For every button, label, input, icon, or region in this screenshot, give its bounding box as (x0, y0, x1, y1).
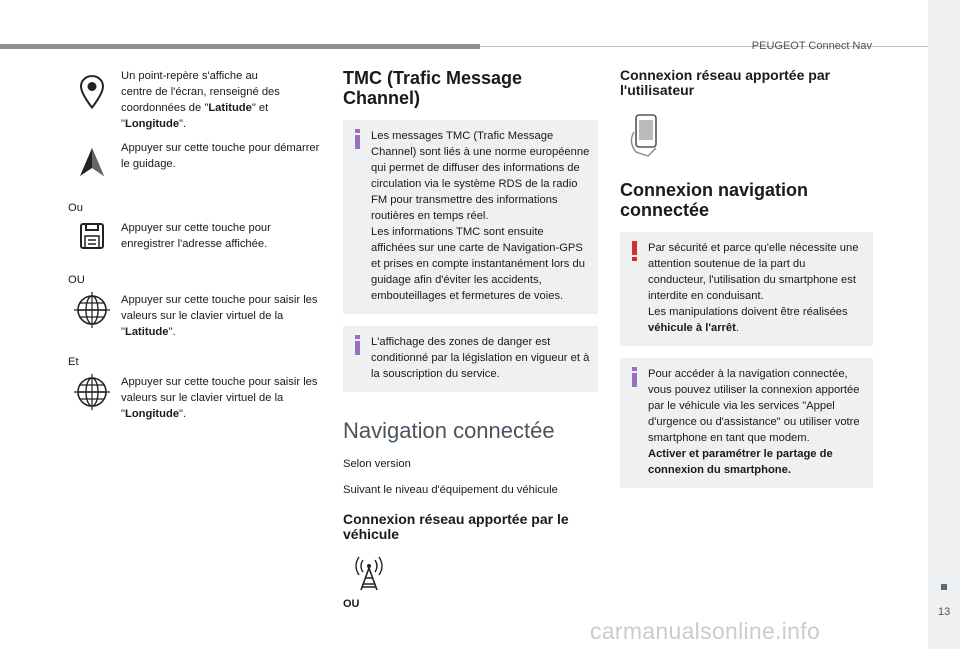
latitude-text: Appuyer sur cette touche pour saisir les valeurs sur le clavier virtuel de la "Latitude". (121, 294, 318, 338)
danger-info-box (343, 326, 598, 392)
nav-info-text: Pour accéder à la navigation connectée, vous pouvez utiliser la connexion apportée par le véhicule via les services "Appel d'urgence ou d'assistance" ou utiliser votre smartphone en tant que modem. (648, 368, 860, 444)
tmc-title: TMC (Trafic Message Channel) (343, 68, 523, 108)
row-guidance (68, 140, 323, 194)
save-text: Appuyer sur cette touche pour enregistrer l'adresse affichée. (121, 222, 271, 250)
header-bar (0, 44, 480, 49)
nav-connection-title: Connexion navigation connectée (620, 180, 809, 220)
map-pin-icon (72, 72, 112, 112)
row-longitude (68, 374, 323, 430)
longitude-text: Appuyer sur cette touche pour saisir les valeurs sur le clavier virtuel de la "Longitude". (121, 376, 318, 420)
map-pin-text: Un point-repère s'affiche au centre de l'écran, renseigné des coordonnées de "Latitude" et "Longitude". (121, 70, 280, 130)
separator-ou-caps: OU (68, 274, 85, 286)
separator-ou: Ou (68, 202, 83, 214)
vehicle-network-title: Connexion réseau apportée par le véhicule (343, 511, 569, 542)
info-icon (352, 129, 364, 149)
safety-warning-text: Par sécurité et parce qu'elle nécessite une attention soutenue de la part du conducteur, l'utilisation du smartphone est interdite en conduisant. (648, 242, 859, 302)
nav-connected-title: Navigation connectée (343, 418, 555, 443)
tmc-info-text: Les messages TMC (Trafic Message Channel) sont liés à une norme européenne qui permet de diffuser des informations de circulation via le système RDS de la radio FM pour transmettre des informations routières en temps réel. (371, 130, 590, 222)
separator-et: Et (68, 356, 79, 368)
header-brand: PEUGEOT Connect Nav (751, 40, 872, 52)
row-save (68, 220, 323, 266)
globe-icon (72, 372, 112, 412)
row-latitude (68, 292, 323, 348)
info-icon (629, 367, 641, 387)
tmc-info-text-2: Les informations TMC sont ensuite affichées sur une carte de Navigation-GPS et prises en compte instantanément lors du guidage afin d'éviter les accidents, embouteillages et fermetures de voies. (371, 226, 585, 302)
ou-label: OU (343, 598, 360, 610)
smartphone-icon (624, 112, 670, 158)
page-marker (941, 584, 947, 590)
column-2 (343, 68, 598, 610)
navigation-arrow-icon (72, 142, 112, 182)
column-3 (620, 68, 873, 488)
side-band (928, 0, 960, 649)
antenna-icon (349, 554, 389, 594)
nav-info-box (620, 358, 873, 488)
guidance-text: Appuyer sur cette touche pour démarrer le guidage. (121, 142, 320, 170)
row-map-pin (68, 68, 323, 140)
danger-info-text: L'affichage des zones de danger est conditionné par la législation en vigueur et à la souscription du service. (371, 336, 590, 380)
globe-icon (72, 290, 112, 330)
tmc-info-box (343, 120, 598, 314)
warning-icon (629, 241, 641, 261)
equipment-note: Suivant le niveau d'équipement du véhicule (343, 484, 558, 496)
info-icon (352, 335, 364, 355)
selon-version: Selon version (343, 458, 411, 470)
page-number: 13 (938, 606, 951, 618)
safety-warning-text-2: Les manipulations doivent être réalisées véhicule à l'arrêt. (648, 306, 848, 334)
nav-info-bold: Activer et paramétrer le partage de connexion du smartphone. (648, 448, 833, 476)
user-network-title: Connexion réseau apportée par l'utilisateur (620, 67, 831, 98)
footer-watermark: carmanualsonline.info (590, 618, 821, 644)
safety-warning-box (620, 232, 873, 346)
column-1 (68, 68, 323, 430)
save-icon (72, 216, 112, 256)
